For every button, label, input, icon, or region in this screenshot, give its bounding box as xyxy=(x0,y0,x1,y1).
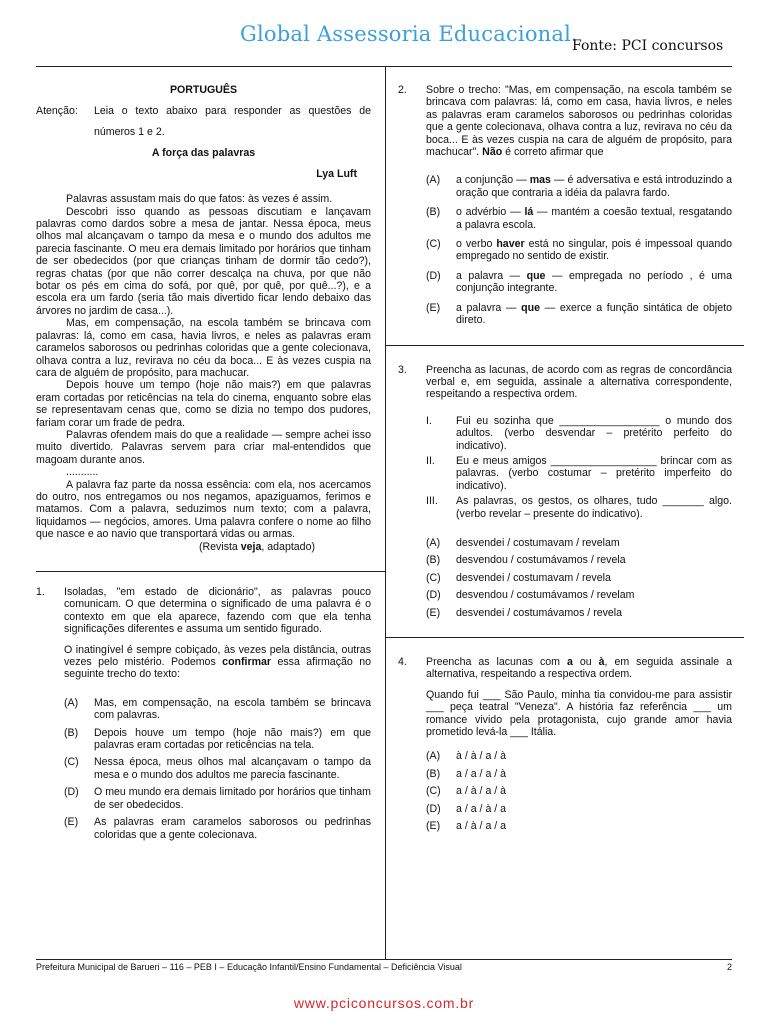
option-b[interactable]: (B) a / a / a / à xyxy=(426,767,507,780)
option-e[interactable]: (E) As palavras eram caramelos saborosos ou pedrinhas coloridas que a gente colecionava. xyxy=(64,816,371,841)
option-a[interactable]: (A) Mas, em compensação, na escola também se brincava com palavras. xyxy=(64,696,371,722)
question-text-2: O inatingível é sempre cobiçado, às vezes pela distância, outras vezes pelo mistério. Podemos confirmar essa afirmação no seguinte trecho do texto: xyxy=(64,643,371,681)
option-d[interactable]: (D) a / a / à / a xyxy=(426,802,507,815)
attention-label: Atenção: xyxy=(36,105,78,118)
page-number: 2 xyxy=(726,962,732,972)
reading-text xyxy=(36,193,371,553)
right-column xyxy=(398,84,732,837)
paragraph: Palavras assustam mais do que fatos: às vezes é assim. xyxy=(66,193,333,206)
top-rule xyxy=(36,66,732,67)
separator xyxy=(36,571,385,572)
section-title: PORTUGUÊS xyxy=(169,84,238,96)
option-b[interactable]: (B) Depois houve um tempo (hoje não mais?) em que palavras eram cortadas por reticências na tela. xyxy=(64,726,371,752)
option-c[interactable]: (C) a / à / a / à xyxy=(426,785,507,798)
attention-text: Leia o texto abaixo para responder as questões de números 1 e 2. xyxy=(94,105,371,139)
column-divider xyxy=(385,66,386,959)
option-b[interactable]: (B) desvendou / costumávamos / revela xyxy=(426,554,626,567)
footer xyxy=(36,962,732,972)
item-ii: II. Eu e meus amigos __________________ brincar com as palavras. (verbo costumar – pretérito imperfeito do indicativo). xyxy=(426,454,732,492)
option-e[interactable]: (E) a palavra — que — exerce a função sintática de objeto direto. xyxy=(426,301,733,327)
question-text-2: Quando fui ___ São Paulo, minha tia convidou-me para assistir ___ peça teatral "Veneza". A história faz referência ___ um romance vivido pela protagonista, cujo grande amor havia prometido levá-la ___ Itália. xyxy=(426,688,732,739)
option-d[interactable]: (D) a palavra — que — empregada no período , é uma conjunção integrante. xyxy=(426,269,732,295)
paragraph: Descobri isso quando as pessoas discutiam e lançavam palavras como dardos sobre a mesa de jantar. Nessa época, meus olhos mal alcançavam o tampo da mesa e o mundo dos adultos me parecia fascinante. O meu era demais limitado por horários que tinham de ser obedecidos (por que crianças tinham de dormir tão cedo?), regras chatas (por que não correr descalça na chuva, por que não botar os pés em cima do sofá, por quê, por quê, por quê...?), e a escola era um fardo (seria tão mais divertido ficar lendo debaixo das árvores no jardim de casa...). xyxy=(36,205,371,317)
attention-block xyxy=(36,105,371,143)
paragraph: Depois houve um tempo (hoje não mais?) em que palavras eram cortadas por reticências na tela do cinema, enquanto sobre elas se representavam cenas que, como se dizia no tempo dos pudores, fariam corar um frade de pedra. xyxy=(36,379,371,429)
option-a[interactable]: (A) à / à / a / à xyxy=(426,750,507,763)
header-title: Global Assessoria Educacional. xyxy=(240,22,578,46)
question-4 xyxy=(398,656,732,832)
paragraph: Mas, em compensação, na escola também se brincava com palavras: lá, como em casa, havia livros, e neles as palavras eram caramelos saborosos ou pedrinhas coloridas que a gente colecionava, olhava contra a luz, revirava no céu da boca... E às vezes cuspia na cara de alguém de propósito, para machucar. xyxy=(36,317,371,379)
header-source: Fonte: PCI concursos xyxy=(572,38,724,54)
footer-text: Prefeitura Municipal de Barueri – 116 – PEB I – Educação Infantil/Ensino Fundamental – Deficiência Visual xyxy=(36,962,462,972)
option-c[interactable]: (C) o verbo haver está no singular, pois é impessoal quando empregado no sentido de existir. xyxy=(426,238,732,263)
option-e[interactable]: (E) a / à / a / a xyxy=(426,820,507,833)
option-d[interactable]: (D) desvendou / costumávamos / revelam xyxy=(426,589,635,602)
option-a[interactable]: (A) a conjunção — mas — é adversativa e está introduzindo a oração que contraria a idéia da palavra fardo. xyxy=(426,174,732,199)
question-text: Preencha as lacunas, de acordo com as regras de concordância verbal e, em seguida, assinale a alternativa correspondente, respeitando a respectiva ordem. xyxy=(426,363,732,401)
text-title: A força das palavras xyxy=(151,147,256,160)
question-number: 2. xyxy=(398,84,407,96)
separator xyxy=(386,345,744,346)
item-i: I. Fui eu sozinha que _________________ o mundo dos adultos. (verbo desvendar – pretérito perfeito do indicativo). xyxy=(426,414,732,452)
paragraph: A palavra faz parte da nossa essência: com ela, nos acercamos do outro, nos entregamos ou nos negamos, apaziguamos, ferimos e matamos. Com a palavra, seduzimos num texto; com a palavra, liquidamos — negócios, amores. Uma palavra confere o nome ao filho que nasce e ao navio que transportará vidas ou armas. xyxy=(36,478,371,541)
item-iii: III. As palavras, os gestos, os olhares, tudo _______ algo. (verbo revelar – presente do indicativo). xyxy=(426,495,732,520)
question-text: Preencha as lacunas com a ou à, em seguida assinale a alternativa, respeitando a respectiva ordem. xyxy=(426,656,732,681)
option-c[interactable]: (C) desvendei / costumavam / revela xyxy=(426,571,611,584)
option-b[interactable]: (B) o advérbio — lá — mantém a coesão textual, resgatando a palavra escola. xyxy=(426,206,732,231)
question-2 xyxy=(398,84,732,327)
question-text: Sobre o trecho: "Mas, em compensação, na escola também se brincava com palavras: lá, como em casa, havia livros, e neles as palavras eram caramelos saborosos ou pedrinhas coloridas que a gente colecionava, olhava contra a luz, revirava no céu da boca... E às vezes cuspia na cara de alguém de propósito, para machucar". Não é correto afirmar que xyxy=(426,84,732,159)
option-c[interactable]: (C) Nessa época, meus olhos mal alcançavam o tampo da mesa e o mundo dos adultos me parecia fascinante. xyxy=(64,756,371,781)
option-d[interactable]: (D) O meu mundo era demais limitado por horários que tinham de ser obedecidos. xyxy=(64,786,371,811)
question-3 xyxy=(398,364,732,620)
paragraph: ........... xyxy=(66,466,99,479)
author: Lya Luft xyxy=(316,167,357,180)
footer-url[interactable]: www.pciconcursos.com.br xyxy=(293,995,475,1011)
question-number: 1. xyxy=(36,586,45,598)
citation: (Revista veja, adaptado) xyxy=(198,540,315,553)
option-a[interactable]: (A) desvendei / costumavam / revelam xyxy=(426,536,620,549)
question-number: 4. xyxy=(398,656,407,668)
question-number: 3. xyxy=(398,363,407,376)
question-1 xyxy=(36,586,371,841)
bottom-rule xyxy=(36,959,732,960)
left-column xyxy=(36,84,371,846)
separator xyxy=(386,637,744,638)
paragraph: Palavras ofendem mais do que a realidade — sempre achei isso muito divertido. Palavras servem para criar mal-entendidos que magoam durante anos. xyxy=(36,428,371,466)
option-e[interactable]: (E) desvendei / costumávamos / revela xyxy=(426,606,623,619)
question-text: Isoladas, "em estado de dicionário", as palavras pouco comunicam. O que determina o significado de uma palavra é o contexto em que ela aparece, fazendo com que ela tenha significações diferentes e assuma um sentido figurado. xyxy=(64,586,371,636)
